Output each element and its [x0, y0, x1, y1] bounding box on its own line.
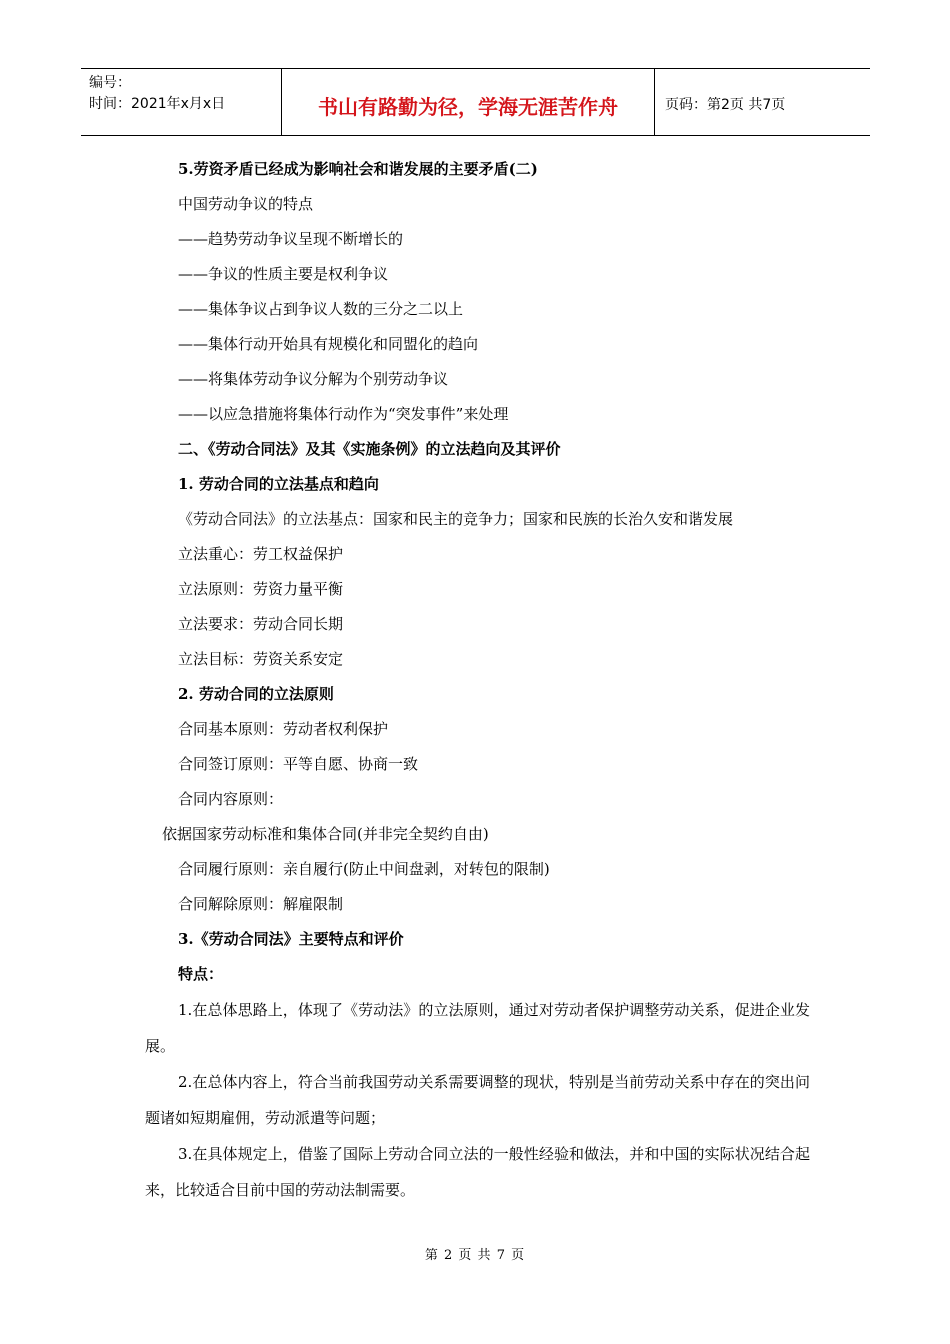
page-info-cell — [655, 69, 870, 135]
principle-line: 合同基本原则：劳动者权利保护 — [178, 720, 389, 738]
legislation-line: 《劳动合同法》的立法基点：国家和民主的竞争力；国家和民族的长治久安和谐发展 — [178, 510, 734, 528]
dispute-item: ——集体争议占到争议人数的三分之二以上 — [178, 300, 464, 318]
dispute-item: ——趋势劳动争议呈现不断增长的 — [178, 230, 404, 248]
dispute-item: ——将集体劳动争议分解为个别劳动争议 — [178, 370, 449, 388]
page-footer — [0, 1244, 950, 1263]
motto-cell — [282, 69, 655, 135]
subsection-heading-1: 1. 劳动合同的立法基点和趋向 — [178, 475, 379, 493]
principle-line: 合同履行原则：亲自履行(防止中间盘剥，对转包的限制) — [178, 860, 550, 878]
dispute-item: ——集体行动开始具有规模化和同盟化的趋向 — [178, 335, 479, 353]
section-heading-2: 二、《劳动合同法》及其《实施条例》的立法趋向及其评价 — [178, 440, 561, 458]
motto-text: 书山有路勤为径，学海无涯苦作舟 — [318, 94, 618, 119]
principle-line: 合同内容原则： — [178, 790, 284, 808]
dispute-item: ——以应急措施将集体行动作为“突发事件”来处理 — [178, 405, 509, 423]
subsection-heading-2: 2. 劳动合同的立法原则 — [178, 685, 334, 703]
header-left-cell — [81, 69, 282, 135]
page-label: 页码：第2页 共7页 — [665, 97, 786, 113]
time-label: 时间：2021年x月x日 — [89, 96, 226, 112]
footer-page-number: 第 2 页 共 7 页 — [424, 1248, 526, 1263]
feature-paragraph: 1.在总体思路上，体现了《劳动法》的立法原则，通过对劳动者保护调整劳动关系，促进企业发展。 — [145, 1001, 810, 1055]
feature-paragraph: 3.在具体规定上，借鉴了国际上劳动合同立法的一般性经验和做法，并和中国的实际状况结合起来，比较适合目前中国的劳动法制需要。 — [145, 1145, 810, 1199]
legislation-line: 立法目标：劳资关系安定 — [178, 650, 344, 668]
features-label: 特点： — [178, 965, 224, 983]
document-body — [145, 152, 810, 1208]
legislation-line: 立法要求：劳动合同长期 — [178, 615, 344, 633]
feature-paragraph: 2.在总体内容上，符合当前我国劳动关系需要调整的现状，特别是当前劳动关系中存在的突出问题诸如短期雇佣，劳动派遣等问题； — [145, 1073, 810, 1127]
principle-line: 合同解除原则：解雇限制 — [178, 895, 344, 913]
section-heading-5: 5.劳资矛盾已经成为影响社会和谐发展的主要矛盾(二) — [178, 160, 538, 178]
dispute-title: 中国劳动争议的特点 — [178, 195, 314, 213]
subsection-heading-3: 3.《劳动合同法》主要特点和评价 — [178, 930, 404, 948]
header-table — [81, 68, 870, 136]
principle-line: 合同签订原则：平等自愿、协商一致 — [178, 755, 419, 773]
legislation-line: 立法原则：劳资力量平衡 — [178, 580, 344, 598]
principle-basis-line: 依据国家劳动标准和集体合同(并非完全契约自由) — [162, 825, 489, 843]
number-label: 编号： — [89, 75, 131, 91]
legislation-line: 立法重心：劳工权益保护 — [178, 545, 344, 563]
dispute-item: ——争议的性质主要是权利争议 — [178, 265, 389, 283]
